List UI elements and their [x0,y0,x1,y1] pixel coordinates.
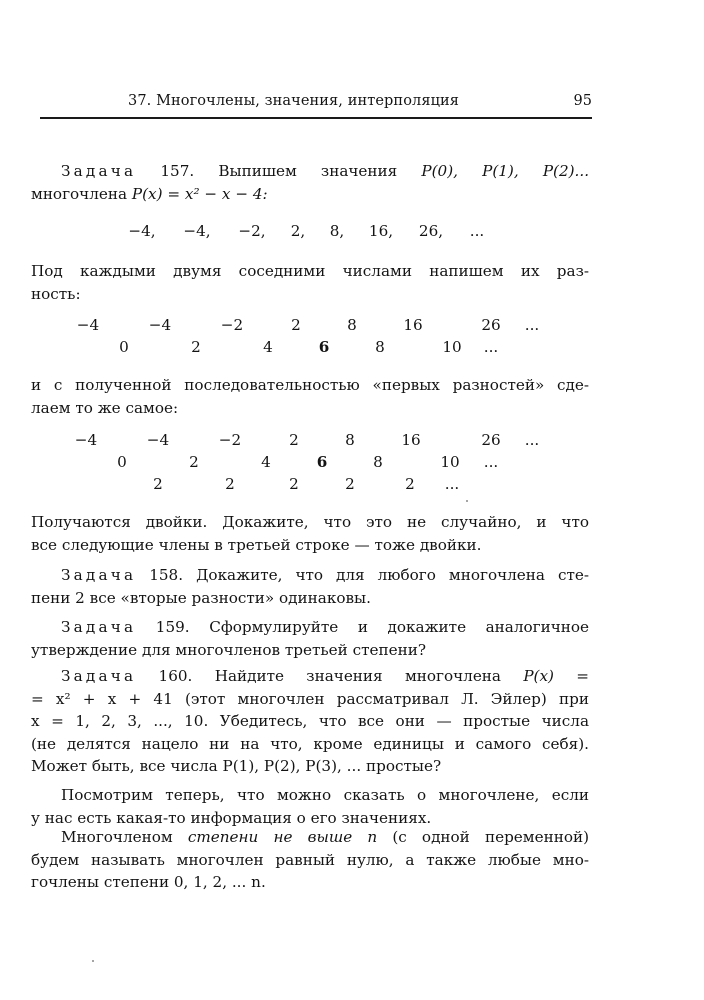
table-cell: 8 [347,316,357,334]
seq-value: ... [469,222,485,240]
problem-160-line-1 [31,665,589,688]
table-cell: 2 [189,453,199,471]
problem-159-text: Сформулируйте и докажите аналогичное [209,618,590,636]
table-cell: ... [483,453,499,471]
page-number: 95 [573,93,592,109]
table-cell: 4 [263,338,273,356]
seq-value: 16, [368,222,394,240]
seq-value: 2, [290,222,306,240]
header-rule [40,117,592,119]
table-cell: −4 [146,431,170,449]
problem-157 [31,160,589,205]
problem-158 [31,564,589,609]
problem-159-line-2: утверждение для многочленов третьей степени? [31,640,426,659]
table-cell: 16 [403,316,423,334]
table-cell: −4 [76,316,100,334]
definition-line-2: будем называть многочлен равный нулю, а также любые мно- [31,850,589,869]
table-cell: 10 [442,338,462,356]
consider-line-1: Посмотрим теперь, что можно сказать о многочлене, если [61,786,589,804]
problem-157-text: Выпишем значения [218,162,398,180]
problem-label: Задача [61,566,137,584]
table-cell: 2 [291,316,301,334]
consider-paragraph [31,784,589,829]
table-cell: 8 [345,431,355,449]
seq-value: 8, [329,222,345,240]
table-cell: 0 [119,338,129,356]
problem-160-text: Найдите значения многочлена [214,667,501,685]
table-cell: 2 [405,475,415,493]
first-diff-line-2: лаем то же самое: [31,398,179,417]
first-differences-paragraph [31,374,589,419]
table-cell: ... [524,431,540,449]
table-cell: 10 [440,453,460,471]
problem-160-line-3: x = 1, 2, 3, ..., 10. Убедитесь, что все они — простые числа [31,712,589,730]
problem-157-line-1 [31,160,589,183]
seq-value: −2, [238,222,266,240]
polynomial-formula: P(x) = x² − x − 4: [131,184,268,203]
table-cell: ... [444,475,460,493]
first-diff-line-1: и с полученной последовательностью «первых разностей» сде- [31,376,589,394]
table-cell: 26 [481,431,501,449]
problem-160-line-4: (не делятся нацело ни на что, кроме единицы и самого себя). [31,734,589,753]
table-cell: 2 [345,475,355,493]
table-cell: −4 [74,431,98,449]
problem-label: Задача [61,618,137,636]
difference-line-2: ность: [31,284,81,303]
consider-line-2: у нас есть какая-то информация о его значениях. [31,808,432,827]
twos-line-1: Получаются двойки. Докажите, что это не случайно, и что [31,513,589,531]
problem-159 [31,616,589,661]
table-cell: 8 [373,453,383,471]
table-cell: 26 [481,316,501,334]
difference-paragraph [31,260,589,305]
problem-160-formula: P(x) = [523,667,589,685]
table-cell: ... [524,316,540,334]
problem-number: 160. [158,667,193,685]
problem-number: 157. [160,162,195,180]
scan-speck [92,960,94,962]
problem-158-text: Докажите, что для любого многочлена сте- [196,566,589,584]
table-cell: −2 [220,316,244,334]
table-cell: 0 [117,453,127,471]
seq-value: −4, [183,222,211,240]
table-cell: 6 [316,453,328,471]
table-cell: 2 [289,475,299,493]
table-cell: 4 [261,453,271,471]
seq-value: 26, [418,222,444,240]
twos-line-2: все следующие члены в третьей строке — тоже двойки. [31,535,482,554]
problem-label: Задача [61,667,137,685]
problem-157-values: P(0), P(1), P(2)... [421,162,590,180]
problem-157-line-2 [31,185,268,203]
twos-paragraph [31,511,589,556]
definition-text-a: Многочленом [61,828,173,846]
seq-value: −4, [128,222,156,240]
problem-159-line-1 [31,616,589,639]
definition-text-b: (с одной переменной) [392,828,590,846]
table-cell: 6 [318,338,330,356]
table-cell: 16 [401,431,421,449]
problem-label: Задача [61,162,137,180]
problem-160-line-5: Может быть, все числа P(1), P(2), P(3), ... простые? [31,757,442,775]
problem-158-line-1 [31,564,589,587]
problem-number: 159. [155,618,190,636]
running-header [40,93,592,121]
problem-160-line-2: = x² + x + 41 (этот многочлен рассматривал Л. Эйлер) при [31,689,589,708]
table-cell: 2 [191,338,201,356]
scan-speck [466,500,468,502]
definition-paragraph [31,826,589,894]
table-cell: ... [483,338,499,356]
problem-158-line-2: пени 2 все «вторые разности» одинаковы. [31,588,371,607]
table-cell: 2 [289,431,299,449]
difference-line-1: Под каждыми двумя соседними числами напишем их раз- [31,262,589,280]
table-cell: 2 [153,475,163,493]
definition-term: степени не выше n [187,828,378,846]
problem-number: 158. [149,566,184,584]
chapter-title: 37. Многочлены, значения, интерполяция [128,93,460,109]
definition-line-3: гочлены степени 0, 1, 2, ... n. [31,873,266,891]
definition-line-1 [31,826,589,849]
table-cell: −2 [218,431,242,449]
table-cell: −4 [148,316,172,334]
problem-160 [31,665,589,778]
table-cell: 2 [225,475,235,493]
problem-157-text-2: многочлена [31,184,128,203]
table-cell: 8 [375,338,385,356]
